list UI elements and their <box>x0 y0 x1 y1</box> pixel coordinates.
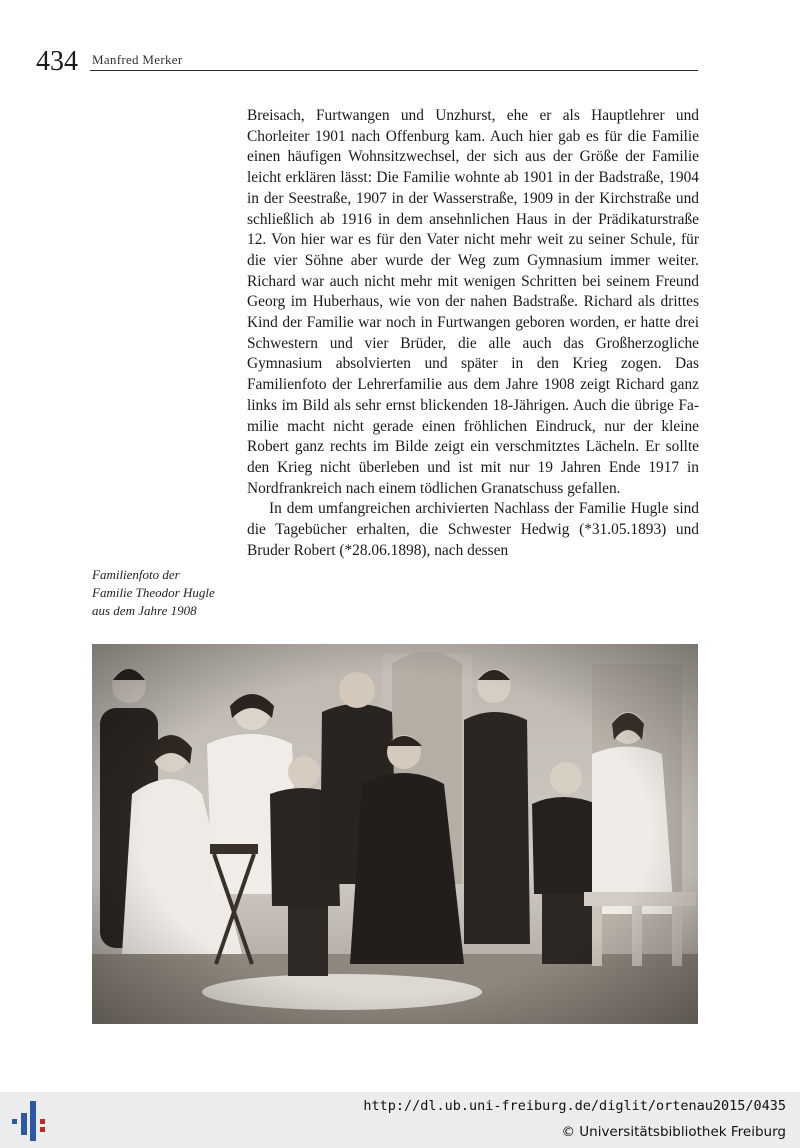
caption-line: Familienfoto der <box>92 567 180 582</box>
family-photo <box>92 644 698 1024</box>
running-head-author: Manfred Merker <box>92 52 183 67</box>
caption-line: aus dem Jahre 1908 <box>92 603 197 618</box>
header-rule <box>90 70 698 71</box>
body-text <box>247 106 699 561</box>
family-photo-illustration <box>92 644 698 1024</box>
caption-line: Familie Theodor Hugle <box>92 585 215 600</box>
copyright-notice: © Universitätsbibliothek Freiburg <box>561 1124 786 1140</box>
page-number: 434 <box>36 46 78 77</box>
figure-caption <box>92 566 242 620</box>
paragraph: Breisach, Furtwangen und Unzhurst, ehe er als Hauptlehrer und Chorleiter 1901 nach Offenburg kam. Auch hier gab es für die Familie einen häufigen Wohnsitzwechsel, der sich aus der Größe der Familie leicht erklären lässt: Die Familie wohnte ab 1901 in der Badstraße, 1904 in der Seestraße, 1907 in der Wasserstraße, 1909 in der Kirchstraße und schließlich ab 1916 in dem ansehnlichen Haus in der Prädikaturstraße 12. Von hier war es für den Vater nicht mehr weit zu seiner Schule, für die vier Söhne aber wurde der Weg zum Gymnasium immer weiter. Richard war auch nicht mehr mit wenigen Schritten bei seinem Freund Georg im Huberhaus, wie von der nahen Badstraße. Richard als drittes Kind der Familie war noch in Furtwangen geboren worden, er hatte drei Schwestern und vier Brüder, die alle auch das Großherzogliche Gymnasium absolvierten und später in den Krieg zogen. Das Familienfoto der Lehrerfamilie aus dem Jahre 1908 zeigt Richard ganz links im Bild als sehr ernst blickenden 18-Jährigen. Auch die übrige Familie macht nicht gerade einen fröhlichen Eindruck, nur der kleine Robert ganz rechts im Bilde zeigt ein verschmitztes Lächeln. Er sollte den Krieg nicht überleben und ist mit nur 19 Jahren Ende 1917 in Nordfrankreich nach einem tödlichen Granatschuss gefallen. <box>247 107 699 497</box>
ub-freiburg-logo-icon <box>10 1101 52 1141</box>
paragraph: In dem umfangreichen archivierten Nachlass der Familie Hugle sind die Tagebücher erhalten, die Schwester Hedwig (*31.05.1893) und Bruder Robert (*28.06.1898), nach dessen <box>247 500 699 559</box>
source-url-link[interactable]: http://dl.ub.uni-freiburg.de/diglit/ortenau2015/0435 <box>363 1098 786 1114</box>
